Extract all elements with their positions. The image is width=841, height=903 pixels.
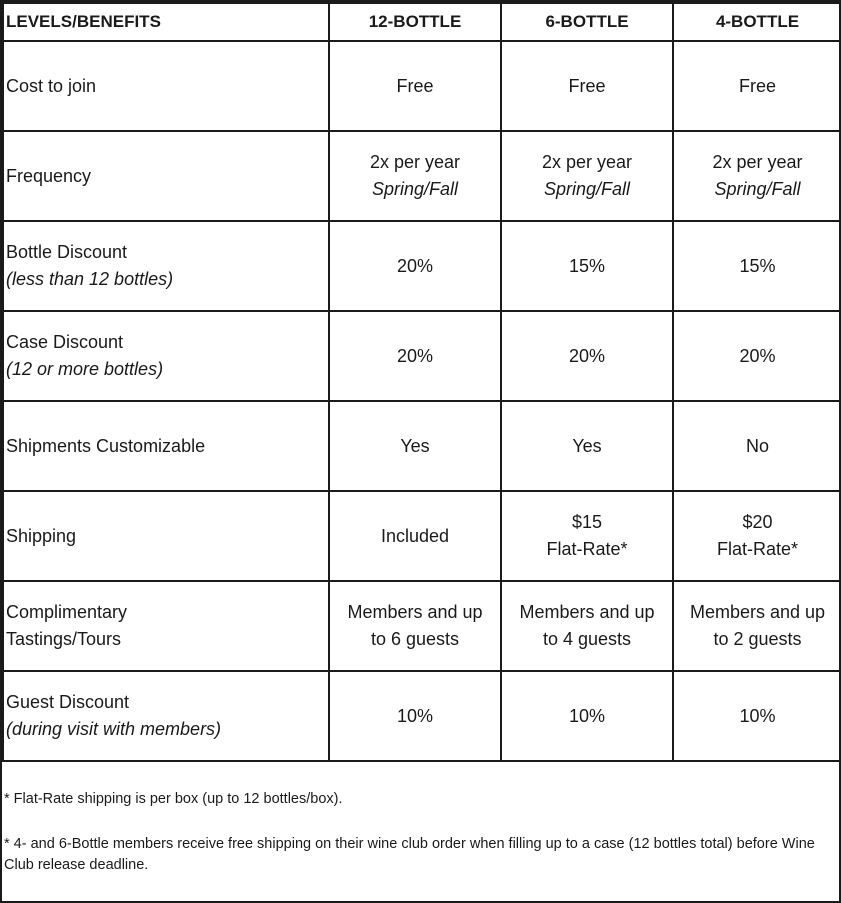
- row-label-text: Cost to join: [6, 75, 97, 96]
- row-label-frequency: [3, 131, 329, 221]
- cell-value: 2x per year: [541, 152, 633, 172]
- table-row: [3, 131, 841, 221]
- cell-12-bottle: [329, 581, 501, 671]
- table-row: [3, 311, 841, 401]
- cell-6-bottle: [501, 41, 673, 131]
- cell-value: 20%: [396, 255, 434, 276]
- row-label-text: Complimentary: [6, 602, 128, 622]
- cell-value: Free: [396, 75, 434, 96]
- cell-6-bottle: [501, 221, 673, 311]
- row-label-guest-discount: [3, 671, 329, 761]
- cell-4-bottle: [673, 41, 841, 131]
- footnote-flat-rate: * Flat-Rate shipping is per box (up to 12 bottles/box).: [4, 791, 343, 807]
- row-label-text: Case Discount: [6, 332, 124, 352]
- row-label-text: Bottle Discount: [6, 242, 128, 262]
- row-label-text: Frequency: [6, 165, 92, 186]
- cell-6-bottle: [501, 401, 673, 491]
- header-4-bottle: 4-BOTTLE: [673, 3, 841, 41]
- cell-value: Members and up: [689, 602, 826, 622]
- cell-value-sub: to 2 guests: [713, 629, 802, 649]
- cell-12-bottle: [329, 401, 501, 491]
- footnote-free-shipping: * 4- and 6-Bottle members receive free shipping on their wine club order when filling up to a case (12 bottles total) before Wine Club release deadline.: [4, 836, 815, 873]
- cell-4-bottle: [673, 311, 841, 401]
- cell-12-bottle: [329, 311, 501, 401]
- cell-value: 10%: [568, 705, 606, 726]
- cell-value: No: [745, 435, 769, 456]
- cell-value: $20: [742, 512, 773, 532]
- row-label-text: Shipping: [6, 525, 77, 546]
- cell-value: 20%: [396, 345, 434, 366]
- cell-value: 15%: [568, 255, 606, 276]
- table-header-row: [3, 3, 841, 41]
- cell-value: $15: [571, 512, 603, 532]
- cell-value: Free: [738, 75, 776, 96]
- header-levels-benefits: LEVELS/BENEFITS: [3, 3, 329, 41]
- cell-4-bottle: [673, 581, 841, 671]
- cell-value-sub: Spring/Fall: [543, 179, 631, 199]
- cell-value: Included: [380, 525, 450, 546]
- cell-value: Members and up: [519, 602, 655, 622]
- footnotes: [4, 789, 834, 898]
- cell-value: Yes: [400, 435, 430, 456]
- cell-12-bottle: [329, 131, 501, 221]
- table-row: [3, 401, 841, 491]
- table-row: [3, 581, 841, 671]
- cell-value-sub: Flat-Rate*: [546, 539, 628, 559]
- cell-value: 10%: [739, 705, 776, 726]
- cell-value: 20%: [568, 345, 606, 366]
- table-row: [3, 41, 841, 131]
- table-row: [3, 491, 841, 581]
- cell-12-bottle: [329, 41, 501, 131]
- cell-value-sub: Spring/Fall: [714, 179, 801, 199]
- cell-value-sub: to 4 guests: [542, 629, 632, 649]
- cell-value-sub: Spring/Fall: [371, 179, 459, 199]
- row-label-complimentary-tastings: [3, 581, 329, 671]
- row-label-text: Guest Discount: [6, 692, 130, 712]
- cell-value: 2x per year: [369, 152, 461, 172]
- membership-benefits-table: [2, 2, 841, 762]
- header-6-bottle: 6-BOTTLE: [501, 3, 673, 41]
- row-label-bottle-discount: [3, 221, 329, 311]
- row-label-subtext: Tastings/Tours: [6, 629, 122, 649]
- cell-4-bottle: [673, 131, 841, 221]
- row-label-shipping: [3, 491, 329, 581]
- row-label-subtext: (less than 12 bottles): [6, 269, 174, 289]
- cell-value: 10%: [396, 705, 434, 726]
- row-label-case-discount: [3, 311, 329, 401]
- row-label-shipments-customizable: [3, 401, 329, 491]
- cell-value: Members and up: [347, 602, 483, 622]
- cell-value-sub: Flat-Rate*: [716, 539, 799, 559]
- cell-value: 20%: [739, 345, 776, 366]
- header-12-bottle: 12-BOTTLE: [329, 3, 501, 41]
- cell-value: 2x per year: [712, 152, 803, 172]
- cell-12-bottle: [329, 221, 501, 311]
- cell-value-sub: to 6 guests: [370, 629, 460, 649]
- cell-value: 15%: [739, 255, 776, 276]
- row-label-subtext: (during visit with members): [6, 719, 222, 739]
- table-row: [3, 671, 841, 761]
- cell-6-bottle: [501, 131, 673, 221]
- cell-4-bottle: [673, 401, 841, 491]
- cell-6-bottle: [501, 491, 673, 581]
- cell-6-bottle: [501, 311, 673, 401]
- row-label-subtext: (12 or more bottles): [6, 359, 164, 379]
- cell-4-bottle: [673, 491, 841, 581]
- row-label-text: Shipments Customizable: [6, 435, 206, 456]
- cell-6-bottle: [501, 581, 673, 671]
- cell-value: Yes: [572, 435, 602, 456]
- cell-4-bottle: [673, 671, 841, 761]
- table-row: [3, 221, 841, 311]
- cell-12-bottle: [329, 671, 501, 761]
- cell-value: Free: [568, 75, 606, 96]
- cell-4-bottle: [673, 221, 841, 311]
- row-label-cost-to-join: [3, 41, 329, 131]
- cell-6-bottle: [501, 671, 673, 761]
- cell-12-bottle: [329, 491, 501, 581]
